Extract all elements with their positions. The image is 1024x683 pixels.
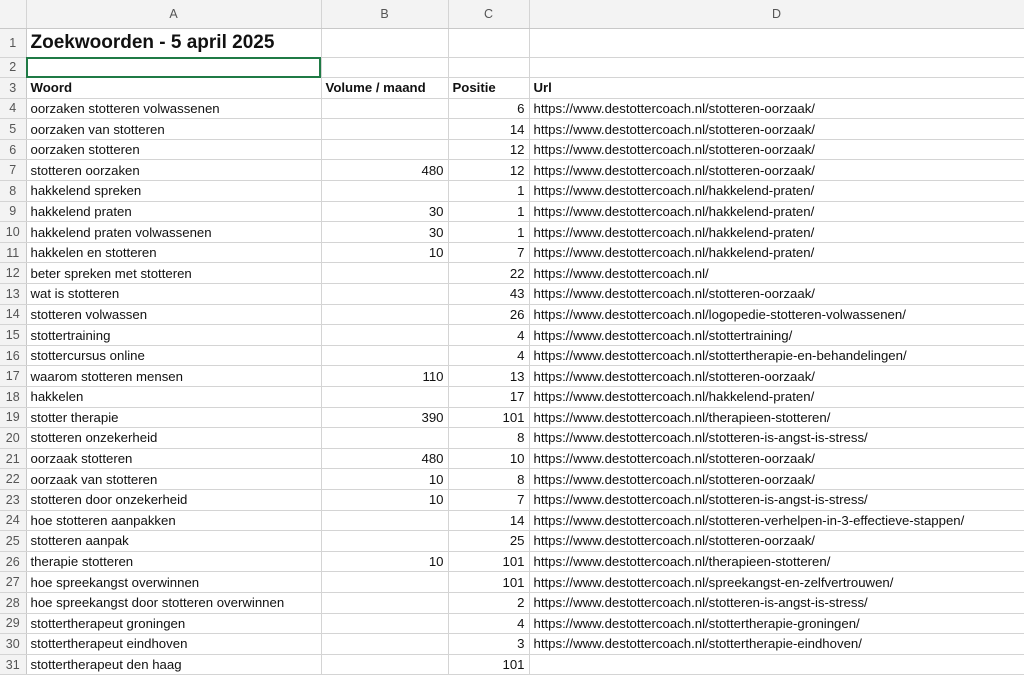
cell-url[interactable]: https://www.destottercoach.nl/stotteren-oorzaak/ xyxy=(529,160,1024,181)
row-number[interactable]: 22 xyxy=(0,469,26,490)
row-number[interactable]: 13 xyxy=(0,284,26,305)
cell-volume[interactable] xyxy=(321,98,448,119)
cell-positie[interactable]: 101 xyxy=(448,551,529,572)
cell-url[interactable]: https://www.destottercoach.nl/therapieen-stotteren/ xyxy=(529,407,1024,428)
table-row xyxy=(0,654,1024,675)
row-number[interactable]: 16 xyxy=(0,345,26,366)
cell-volume[interactable] xyxy=(321,634,448,655)
table-row xyxy=(0,139,1024,160)
row-number[interactable]: 9 xyxy=(0,201,26,222)
header-cell-positie[interactable]: Positie xyxy=(448,78,529,99)
cell-positie[interactable]: 4 xyxy=(448,325,529,346)
cell-positie[interactable]: 1 xyxy=(448,201,529,222)
cell-volume[interactable] xyxy=(321,181,448,202)
table-row xyxy=(0,634,1024,655)
row-number[interactable]: 26 xyxy=(0,551,26,572)
cell-url[interactable]: https://www.destottercoach.nl/hakkelend-praten/ xyxy=(529,242,1024,263)
cell-volume[interactable]: 480 xyxy=(321,160,448,181)
cell-volume[interactable] xyxy=(321,572,448,593)
table-row xyxy=(0,181,1024,202)
row-number[interactable]: 15 xyxy=(0,325,26,346)
cell-positie[interactable]: 26 xyxy=(448,304,529,325)
cell-woord[interactable]: stotteren door onzekerheid xyxy=(26,489,321,510)
cell-woord[interactable]: stotteren oorzaken xyxy=(26,160,321,181)
cell-positie[interactable]: 8 xyxy=(448,428,529,449)
cell-volume[interactable] xyxy=(321,428,448,449)
table-row xyxy=(0,510,1024,531)
row-number[interactable]: 25 xyxy=(0,531,26,552)
cell-url[interactable]: https://www.destottercoach.nl/stottertherapie-eindhoven/ xyxy=(529,634,1024,655)
header-cell-volume[interactable]: Volume / maand xyxy=(321,78,448,99)
cell-positie[interactable]: 4 xyxy=(448,613,529,634)
row-number[interactable]: 14 xyxy=(0,304,26,325)
cell[interactable] xyxy=(448,28,529,57)
cell-url[interactable] xyxy=(529,654,1024,675)
header-row xyxy=(0,78,1024,99)
table-row xyxy=(0,551,1024,572)
row-number[interactable]: 23 xyxy=(0,489,26,510)
cell-volume[interactable] xyxy=(321,119,448,140)
table-row xyxy=(0,325,1024,346)
cell-url[interactable]: https://www.destottercoach.nl/stotteren-oorzaak/ xyxy=(529,139,1024,160)
cell-woord[interactable]: hoe stotteren aanpakken xyxy=(26,510,321,531)
table-row xyxy=(0,242,1024,263)
column-header-c[interactable]: C xyxy=(448,0,529,28)
cell-url[interactable]: https://www.destottercoach.nl/therapieen-stotteren/ xyxy=(529,551,1024,572)
cell-url[interactable]: https://www.destottercoach.nl/stotteren-oorzaak/ xyxy=(529,531,1024,552)
cell-positie[interactable]: 12 xyxy=(448,139,529,160)
cell-woord[interactable]: hakkelend praten volwassenen xyxy=(26,222,321,243)
cell-url[interactable]: https://www.destottercoach.nl/spreekangst-en-zelfvertrouwen/ xyxy=(529,572,1024,593)
cell-woord[interactable]: waarom stotteren mensen xyxy=(26,366,321,387)
column-header-d[interactable]: D xyxy=(529,0,1024,28)
table-row xyxy=(0,222,1024,243)
cell-positie[interactable]: 2 xyxy=(448,592,529,613)
cell-url[interactable]: https://www.destottercoach.nl/stotteren-oorzaak/ xyxy=(529,448,1024,469)
cell-volume[interactable] xyxy=(321,304,448,325)
row-number[interactable]: 28 xyxy=(0,592,26,613)
cell-url[interactable]: https://www.destottercoach.nl/stottertherapie-en-behandelingen/ xyxy=(529,345,1024,366)
cell[interactable] xyxy=(529,28,1024,57)
table-row xyxy=(0,201,1024,222)
cell-volume[interactable]: 390 xyxy=(321,407,448,428)
cell-positie[interactable]: 17 xyxy=(448,387,529,408)
row-number[interactable]: 27 xyxy=(0,572,26,593)
table-row xyxy=(0,469,1024,490)
cell-positie[interactable]: 3 xyxy=(448,634,529,655)
row-number[interactable]: 2 xyxy=(0,57,26,78)
cell-volume[interactable]: 110 xyxy=(321,366,448,387)
cell-url[interactable]: https://www.destottercoach.nl/hakkelend-praten/ xyxy=(529,181,1024,202)
column-header-row xyxy=(0,0,1024,28)
cell-positie[interactable]: 4 xyxy=(448,345,529,366)
cell-volume[interactable] xyxy=(321,531,448,552)
row-number[interactable]: 30 xyxy=(0,634,26,655)
cell-woord[interactable]: stotteren aanpak xyxy=(26,531,321,552)
cell-woord[interactable]: beter spreken met stotteren xyxy=(26,263,321,284)
cell-woord[interactable]: stotteren volwassen xyxy=(26,304,321,325)
table-row xyxy=(0,366,1024,387)
cell[interactable] xyxy=(321,57,448,78)
table-row xyxy=(0,428,1024,449)
cell-positie[interactable]: 22 xyxy=(448,263,529,284)
cell-volume[interactable] xyxy=(321,139,448,160)
cell-volume[interactable] xyxy=(321,284,448,305)
empty-row xyxy=(0,57,1024,78)
row-number[interactable]: 31 xyxy=(0,654,26,675)
cell-volume[interactable] xyxy=(321,325,448,346)
cell-woord[interactable]: therapie stotteren xyxy=(26,551,321,572)
cell-url[interactable]: https://www.destottercoach.nl/hakkelend-praten/ xyxy=(529,222,1024,243)
table-row xyxy=(0,407,1024,428)
row-number[interactable]: 5 xyxy=(0,119,26,140)
row-number[interactable]: 21 xyxy=(0,448,26,469)
cell-positie[interactable]: 7 xyxy=(448,489,529,510)
row-number[interactable]: 19 xyxy=(0,407,26,428)
cell-woord[interactable]: hakkelend spreken xyxy=(26,181,321,202)
cell-url[interactable]: https://www.destottercoach.nl/stotteren-oorzaak/ xyxy=(529,284,1024,305)
cell-positie[interactable]: 25 xyxy=(448,531,529,552)
cell-positie[interactable]: 101 xyxy=(448,407,529,428)
table-row xyxy=(0,448,1024,469)
cell-url[interactable]: https://www.destottercoach.nl/stotteren-is-angst-is-stress/ xyxy=(529,592,1024,613)
cell-url[interactable]: https://www.destottercoach.nl/stotteren-oorzaak/ xyxy=(529,98,1024,119)
cell-woord[interactable]: hakkelend praten xyxy=(26,201,321,222)
row-number[interactable]: 4 xyxy=(0,98,26,119)
row-number[interactable]: 18 xyxy=(0,387,26,408)
cell-positie[interactable]: 1 xyxy=(448,222,529,243)
cell-woord[interactable]: stottertraining xyxy=(26,325,321,346)
cell-url[interactable]: https://www.destottercoach.nl/logopedie-stotteren-volwassenen/ xyxy=(529,304,1024,325)
cell-volume[interactable] xyxy=(321,592,448,613)
row-number[interactable]: 11 xyxy=(0,242,26,263)
cell-url[interactable]: https://www.destottercoach.nl/stotteren-oorzaak/ xyxy=(529,469,1024,490)
cell-positie[interactable]: 13 xyxy=(448,366,529,387)
cell-positie[interactable]: 12 xyxy=(448,160,529,181)
cell-url[interactable]: https://www.destottercoach.nl/stottertherapie-groningen/ xyxy=(529,613,1024,634)
cell-volume[interactable]: 10 xyxy=(321,551,448,572)
title-row xyxy=(0,28,1024,57)
cell-url[interactable]: https://www.destottercoach.nl/ xyxy=(529,263,1024,284)
row-number[interactable]: 20 xyxy=(0,428,26,449)
cell-woord[interactable]: oorzaken stotteren volwassenen xyxy=(26,98,321,119)
cell-volume[interactable] xyxy=(321,387,448,408)
row-number[interactable]: 17 xyxy=(0,366,26,387)
cell-volume[interactable] xyxy=(321,263,448,284)
cell-volume[interactable] xyxy=(321,510,448,531)
table-row xyxy=(0,304,1024,325)
header-cell-url[interactable]: Url xyxy=(529,78,1024,99)
table-row xyxy=(0,119,1024,140)
row-number[interactable]: 8 xyxy=(0,181,26,202)
cell-url[interactable]: https://www.destottercoach.nl/stotteren-oorzaak/ xyxy=(529,119,1024,140)
cell-positie[interactable]: 8 xyxy=(448,469,529,490)
cell-woord[interactable]: stottertherapeut groningen xyxy=(26,613,321,634)
cell-woord[interactable]: oorzaken stotteren xyxy=(26,139,321,160)
cell-positie[interactable]: 101 xyxy=(448,572,529,593)
row-number[interactable]: 12 xyxy=(0,263,26,284)
cell-url[interactable]: https://www.destottercoach.nl/stotteren-is-angst-is-stress/ xyxy=(529,489,1024,510)
table-row xyxy=(0,531,1024,552)
cell-url[interactable]: https://www.destottercoach.nl/hakkelend-praten/ xyxy=(529,201,1024,222)
cell-woord[interactable]: hoe spreekangst door stotteren overwinnen xyxy=(26,592,321,613)
table-row xyxy=(0,613,1024,634)
cell-positie[interactable]: 10 xyxy=(448,448,529,469)
row-number[interactable]: 24 xyxy=(0,510,26,531)
row-number[interactable]: 29 xyxy=(0,613,26,634)
cell-volume[interactable]: 10 xyxy=(321,242,448,263)
cell-url[interactable]: https://www.destottercoach.nl/stottertraining/ xyxy=(529,325,1024,346)
cell-woord[interactable]: wat is stotteren xyxy=(26,284,321,305)
column-header-b[interactable]: B xyxy=(321,0,448,28)
cell-url[interactable]: https://www.destottercoach.nl/stotteren-verhelpen-in-3-effectieve-stappen/ xyxy=(529,510,1024,531)
cell[interactable] xyxy=(529,57,1024,78)
cell-volume[interactable]: 10 xyxy=(321,469,448,490)
row-number[interactable]: 1 xyxy=(0,28,26,57)
cell-volume[interactable]: 30 xyxy=(321,222,448,243)
cell-positie[interactable]: 7 xyxy=(448,242,529,263)
cell-positie[interactable]: 101 xyxy=(448,654,529,675)
cell-volume[interactable]: 30 xyxy=(321,201,448,222)
cell-url[interactable]: https://www.destottercoach.nl/stotteren-oorzaak/ xyxy=(529,366,1024,387)
cell-woord[interactable]: oorzaak van stotteren xyxy=(26,469,321,490)
cell-woord[interactable]: hakkelen en stotteren xyxy=(26,242,321,263)
row-number[interactable]: 10 xyxy=(0,222,26,243)
cell-woord[interactable]: stotteren onzekerheid xyxy=(26,428,321,449)
cell-volume[interactable] xyxy=(321,345,448,366)
table-row xyxy=(0,387,1024,408)
cell-woord[interactable]: oorzaak stotteren xyxy=(26,448,321,469)
cell-volume[interactable] xyxy=(321,654,448,675)
table-row xyxy=(0,489,1024,510)
cell[interactable] xyxy=(321,28,448,57)
cell-volume[interactable]: 480 xyxy=(321,448,448,469)
cell-woord[interactable]: stotter therapie xyxy=(26,407,321,428)
cell-woord[interactable]: stottercursus online xyxy=(26,345,321,366)
cell-positie[interactable]: 14 xyxy=(448,510,529,531)
cell-url[interactable]: https://www.destottercoach.nl/hakkelend-praten/ xyxy=(529,387,1024,408)
table-row xyxy=(0,160,1024,181)
column-header-a[interactable]: A xyxy=(26,0,321,28)
cell-woord[interactable]: hoe spreekangst overwinnen xyxy=(26,572,321,593)
table-row xyxy=(0,592,1024,613)
cell-volume[interactable] xyxy=(321,613,448,634)
row-number[interactable]: 6 xyxy=(0,139,26,160)
cell[interactable] xyxy=(448,57,529,78)
cell-woord[interactable]: stottertherapeut den haag xyxy=(26,654,321,675)
header-cell-woord[interactable]: Woord xyxy=(26,78,321,99)
select-all-corner[interactable] xyxy=(0,0,26,28)
table-row xyxy=(0,98,1024,119)
cell-positie[interactable]: 43 xyxy=(448,284,529,305)
table-row xyxy=(0,263,1024,284)
cell-url[interactable]: https://www.destottercoach.nl/stotteren-is-angst-is-stress/ xyxy=(529,428,1024,449)
table-row xyxy=(0,345,1024,366)
cell-woord[interactable]: oorzaken van stotteren xyxy=(26,119,321,140)
table-row xyxy=(0,284,1024,305)
table-row xyxy=(0,572,1024,593)
cell-woord[interactable]: hakkelen xyxy=(26,387,321,408)
cell-woord[interactable]: stottertherapeut eindhoven xyxy=(26,634,321,655)
row-number[interactable]: 7 xyxy=(0,160,26,181)
cell-positie[interactable]: 14 xyxy=(448,119,529,140)
selected-cell[interactable] xyxy=(26,57,321,78)
row-number[interactable]: 3 xyxy=(0,78,26,99)
sheet-title-cell[interactable]: Zoekwoorden - 5 april 2025 xyxy=(26,28,321,57)
cell-volume[interactable]: 10 xyxy=(321,489,448,510)
cell-positie[interactable]: 1 xyxy=(448,181,529,202)
cell-positie[interactable]: 6 xyxy=(448,98,529,119)
